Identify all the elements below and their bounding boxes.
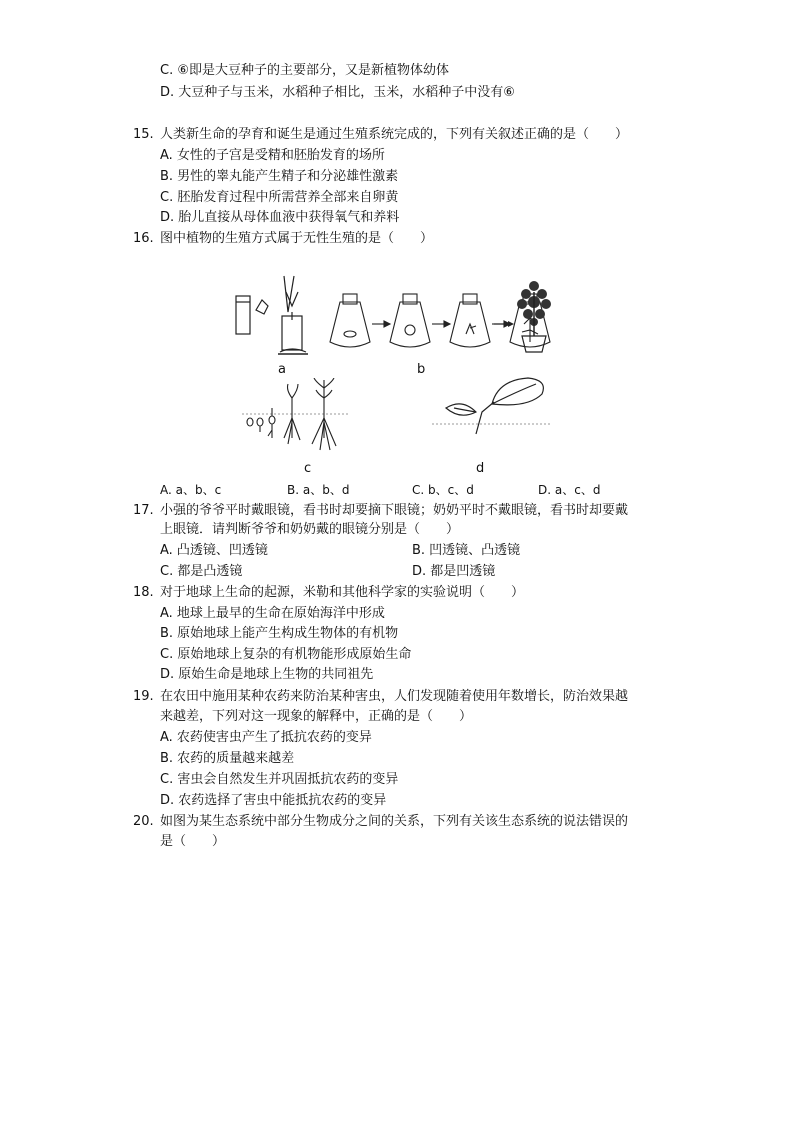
q17-number: 17.: [133, 503, 154, 518]
q20-stem-line2: 是（ ）: [160, 834, 226, 849]
q19-number: 19.: [133, 689, 154, 704]
q17-option-c[interactable]: C. 都是凸透镜: [160, 564, 243, 579]
q15-stem: 人类新生命的孕育和诞生是通过生殖系统完成的，下列有关叙述正确的是（ ）: [160, 127, 629, 142]
figure-label-b: b: [417, 362, 426, 377]
q16-stem: 图中植物的生殖方式属于无性生殖的是（ ）: [160, 231, 434, 246]
q14-option-d[interactable]: D. 大豆种子与玉米，水稻种子相比，玉米，水稻种子中没有⑥: [160, 85, 515, 100]
q15-number: 15.: [133, 127, 154, 142]
q16-option-c[interactable]: C. b、c、d: [412, 483, 474, 497]
figure-d-leaf-cutting: [432, 372, 552, 442]
q19-option-b[interactable]: B. 农药的质量越来越差: [160, 751, 295, 766]
q19-stem-line2: 来越差，下列对这一现象的解释中，正确的是（ ）: [160, 709, 473, 724]
q17-option-b[interactable]: B. 凹透镜、凸透镜: [412, 543, 521, 558]
q16-option-a[interactable]: A. a、b、c: [160, 483, 222, 497]
q18-option-c[interactable]: C. 原始地球上复杂的有机物能形成原始生命: [160, 647, 412, 662]
q15-option-c[interactable]: C. 胚胎发育过程中所需营养全部来自卵黄: [160, 190, 399, 205]
q16-option-d[interactable]: D. a、c、d: [538, 483, 601, 497]
q17-stem-line1: 小强的爷爷平时戴眼镜，看书时却要摘下眼镜；奶奶平时不戴眼镜，看书时却要戴: [160, 503, 629, 518]
q15-option-b[interactable]: B. 男性的睾丸能产生精子和分泌雄性激素: [160, 169, 399, 184]
q20-number: 20.: [133, 814, 154, 829]
figure-c-seed-germination: [242, 378, 352, 460]
figure-label-a: a: [278, 362, 286, 377]
figure-b-potted-plant: [494, 272, 564, 362]
q18-option-d[interactable]: D. 原始生命是地球上生物的共同祖先: [160, 667, 374, 682]
q18-stem: 对于地球上生命的起源，米勒和其他科学家的实验说明（ ）: [160, 585, 525, 600]
q17-stem-line2: 上眼镜．请判断爷爷和奶奶戴的眼镜分别是（ ）: [160, 522, 460, 537]
q17-option-d[interactable]: D. 都是凹透镜: [412, 564, 496, 579]
q19-option-d[interactable]: D. 农药选择了害虫中能抵抗农药的变异: [160, 793, 387, 808]
q20-stem-line1: 如图为某生态系统中部分生物成分之间的关系，下列有关该生态系统的说法错误的: [160, 814, 629, 829]
q15-option-d[interactable]: D. 胎儿直接从母体血液中获得氧气和养料: [160, 210, 400, 225]
q17-option-a[interactable]: A. 凸透镜、凹透镜: [160, 543, 268, 558]
figure-label-c: c: [304, 461, 312, 476]
q19-option-c[interactable]: C. 害虫会自然发生并巩固抵抗农药的变异: [160, 772, 399, 787]
q14-option-c[interactable]: C. ⑥即是大豆种子的主要部分，又是新植物体幼体: [160, 63, 449, 78]
q18-number: 18.: [133, 585, 154, 600]
q19-stem-line1: 在农田中施用某种农药来防治某种害虫，人们发现随着使用年数增长，防治效果越: [160, 689, 629, 704]
figure-label-d: d: [476, 461, 485, 476]
q18-option-a[interactable]: A. 地球上最早的生命在原始海洋中形成: [160, 606, 385, 621]
q19-option-a[interactable]: A. 农药使害虫产生了抵抗农药的变异: [160, 730, 372, 745]
figure-a-grafting: [228, 272, 318, 362]
q15-option-a[interactable]: A. 女性的子宫是受精和胚胎发育的场所: [160, 148, 385, 163]
q16-number: 16.: [133, 231, 154, 246]
q18-option-b[interactable]: B. 原始地球上能产生构成生物体的有机物: [160, 626, 399, 641]
q16-option-b[interactable]: B. a、b、d: [287, 483, 350, 497]
